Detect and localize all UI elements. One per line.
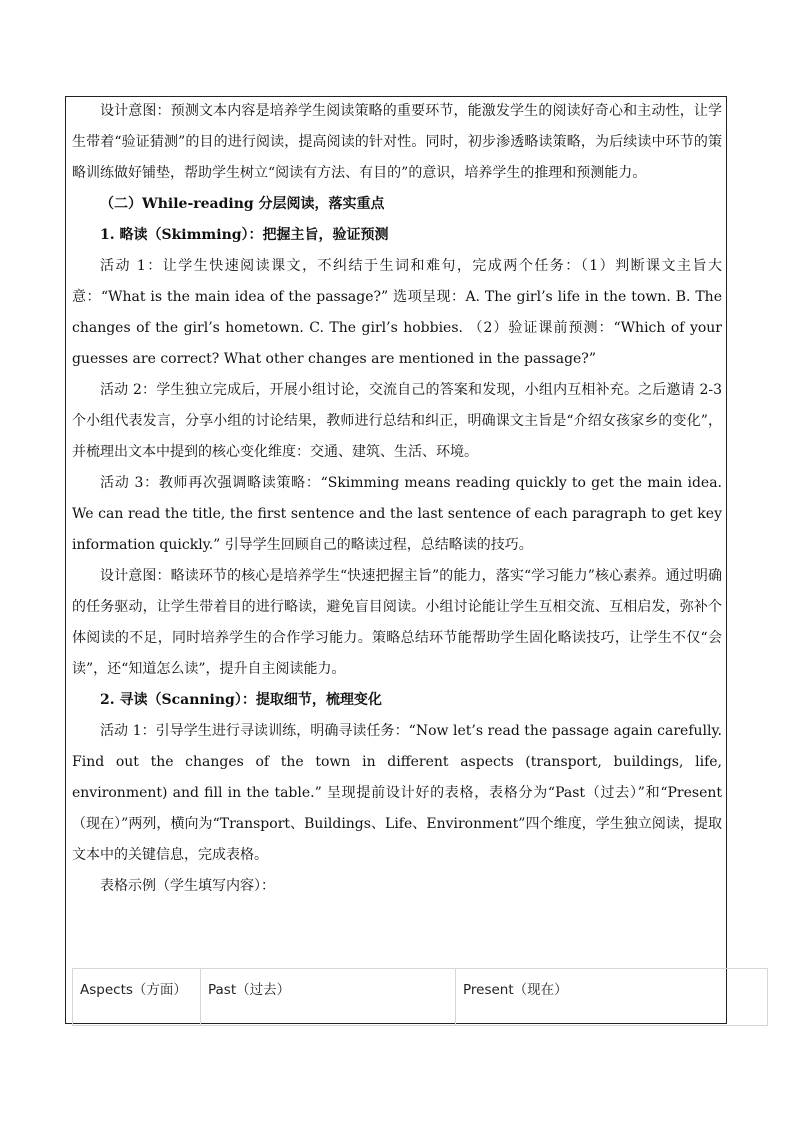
table-header-row bbox=[73, 969, 768, 1026]
header-aspects: Aspects（方面） bbox=[73, 969, 201, 1026]
table-example-caption: 表格示例（学生填写内容）： bbox=[100, 878, 275, 894]
section-heading-while-reading: （二）While-reading 分层阅读，落实重点 bbox=[100, 196, 385, 212]
design-intent-skimming: 设计意图：略读环节的核心是培养学生“快速把握主旨”的能力，落实“学习能力”核心素养。通过明确的任务驱动，让学生带着目的进行略读，避免盲目阅读。小组讨论能让学生互相交流、互相启发，弥补个体阅读的不足，同时培养学生的合作学习能力。策略总结环节能帮助学生固化略读技巧，让学生不仅“会读”，还“知道怎么读”，提升自主阅读能力。 bbox=[72, 568, 722, 677]
subheading-scanning: 2. 寻读（Scanning）：提取细节，梳理变化 bbox=[100, 692, 382, 708]
changes-table bbox=[72, 968, 768, 1026]
subheading-skimming: 1. 略读（Skimming）：把握主旨，验证预测 bbox=[100, 227, 389, 243]
activity-1-skimming: 活动 1：让学生快速阅读课文，不纠结于生词和难句，完成两个任务：（1）判断课文主旨大意：“What is the main idea of the passage?” 选项呈现：A. The girl’s life in the town. B. The changes of the girl’s hometown. C. The girl’s hobbies. （2）验证课前预测：“Which of your guesses are correct? What other changes are mentioned in the passage?” bbox=[72, 258, 722, 367]
activity-1-scanning: 活动 1：引导学生进行寻读训练，明确寻读任务：“Now let’s read the passage again carefully. Find out the changes of the town in different aspects (transport, buildings, life, environment) and fill in the table.” 呈现提前设计好的表格，表格分为“Past（过去）”和“Present（现在）”两列，横向为“Transport、Buildings、Life、Environment”四个维度，学生独立阅读，提取文本中的关键信息，完成表格。 bbox=[72, 723, 722, 863]
design-intent-prediction: 设计意图：预测文本内容是培养学生阅读策略的重要环节，能激发学生的阅读好奇心和主动性，让学生带着“验证猜测”的目的进行阅读，提高阅读的针对性。同时，初步渗透略读策略，为后续读中环节的策略训练做好铺垫，帮助学生树立“阅读有方法、有目的”的意识，培养学生的推理和预测能力。 bbox=[72, 103, 722, 181]
header-present: Present（现在） bbox=[456, 969, 768, 1026]
header-past: Past（过去） bbox=[201, 969, 456, 1026]
document-body bbox=[72, 96, 722, 902]
activity-3-skimming: 活动 3：教师再次强调略读策略：“Skimming means reading quickly to get the main idea. We can read the title, the first sentence and the last sentence of each paragraph to get key information quickly.” 引导学生回顾自己的略读过程，总结略读的技巧。 bbox=[72, 475, 722, 553]
activity-2-skimming: 活动 2：学生独立完成后，开展小组讨论，交流自己的答案和发现，小组内互相补充。之后邀请 2-3 个小组代表发言，分享小组的讨论结果，教师进行总结和纠正，明确课文主旨是“介绍女孩家乡的变化”，并梳理出文本中提到的核心变化维度：交通、建筑、生活、环境。 bbox=[72, 382, 722, 460]
